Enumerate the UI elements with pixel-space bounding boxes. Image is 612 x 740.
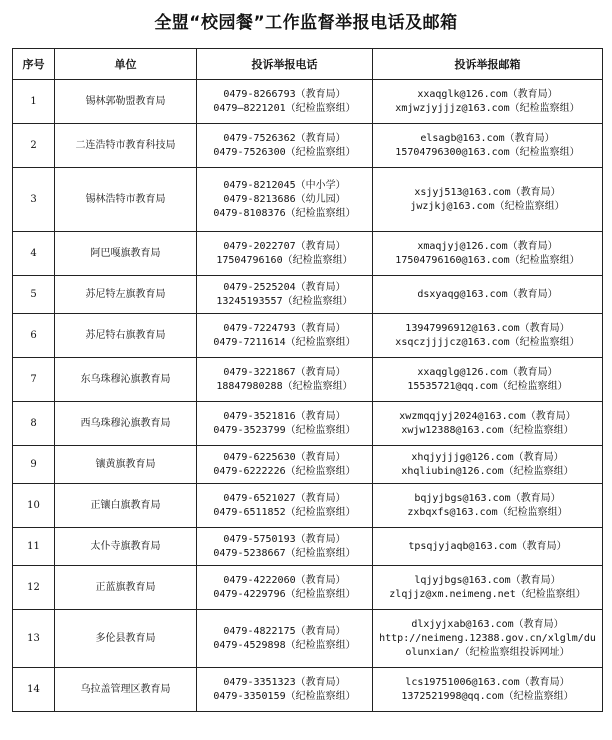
email-address: elsagb@163.com（教育局） <box>420 132 555 144</box>
row-index: 2 <box>13 124 55 168</box>
row-index: 6 <box>13 314 55 358</box>
phone-number: 0479-3221867（教育局） <box>223 366 346 378</box>
phone-number: 0479-8212045（中小学） <box>223 179 346 191</box>
phone-number: 0479-8266793（教育局） <box>223 88 346 100</box>
phone-number: 0479-5238667（纪检监察组） <box>213 547 356 559</box>
phone-number: 0479-6521027（教育局） <box>223 492 346 504</box>
row-unit: 正蓝旗教育局 <box>55 566 197 610</box>
email-address: xhqjyjjjg@126.com（教育局） <box>411 451 564 463</box>
email-address: xsqczjjjjcz@163.com（纪检监察组） <box>395 336 580 348</box>
row-phones <box>197 528 373 566</box>
phone-number: 0479—8221201（纪检监察组） <box>213 102 356 114</box>
email-address: 15704796300@163.com（纪检监察组） <box>395 146 580 158</box>
row-phones <box>197 358 373 402</box>
phone-number: 17504796160（纪检监察组） <box>216 254 353 266</box>
table-row <box>13 610 603 668</box>
row-phones <box>197 80 373 124</box>
table-header-row <box>13 49 603 80</box>
row-index: 1 <box>13 80 55 124</box>
email-address: xmaqjyj@126.com（教育局） <box>417 240 558 252</box>
phone-number: 0479-8108376（纪检监察组） <box>213 207 356 219</box>
row-unit: 东乌珠穆沁旗教育局 <box>55 358 197 402</box>
row-phones <box>197 610 373 668</box>
row-index: 8 <box>13 402 55 446</box>
email-address: xmjwzjyjjjz@163.com（纪检监察组） <box>395 102 580 114</box>
phone-number: 0479-3523799（纪检监察组） <box>213 424 356 436</box>
phone-number: 0479-7211614（纪检监察组） <box>213 336 356 348</box>
table-row <box>13 358 603 402</box>
email-address: zxbqxfs@163.com（纪检监察组） <box>407 506 568 518</box>
email-address: lqjyjbgs@163.com（教育局） <box>414 574 561 586</box>
report-contact-table <box>12 48 603 712</box>
row-emails <box>373 358 603 402</box>
row-unit: 西乌珠穆沁旗教育局 <box>55 402 197 446</box>
row-emails <box>373 566 603 610</box>
row-phones <box>197 668 373 712</box>
header-unit: 单位 <box>55 49 197 80</box>
email-address: xwzmqqjyj2024@163.com（教育局） <box>399 410 576 422</box>
row-unit: 正镶白旗教育局 <box>55 484 197 528</box>
email-address: dlxjyjxab@163.com（教育局） <box>411 618 564 630</box>
phone-number: 0479-7224793（教育局） <box>223 322 346 334</box>
phone-number: 0479-3350159（纪检监察组） <box>213 690 356 702</box>
email-address: 1372521998@qq.com（纪检监察组） <box>401 690 574 702</box>
row-unit: 镶黄旗教育局 <box>55 446 197 484</box>
table-row <box>13 484 603 528</box>
row-unit: 太仆寺旗教育局 <box>55 528 197 566</box>
email-address: xhqliubin@126.com（纪检监察组） <box>401 465 574 477</box>
row-phones <box>197 314 373 358</box>
row-emails <box>373 124 603 168</box>
row-emails <box>373 314 603 358</box>
phone-number: 0479-2525204（教育局） <box>223 281 346 293</box>
phone-number: 0479-8213686（幼儿园） <box>223 193 346 205</box>
email-address: lcs19751006@163.com（教育局） <box>405 676 570 688</box>
header-index: 序号 <box>13 49 55 80</box>
phone-number: 0479-6222226（纪检监察组） <box>213 465 356 477</box>
row-unit: 苏尼特右旗教育局 <box>55 314 197 358</box>
table-row <box>13 668 603 712</box>
email-address: dsxyaqg@163.com（教育局） <box>417 288 558 300</box>
email-address: 15535721@qq.com（纪检监察组） <box>407 380 568 392</box>
phone-number: 0479-5750193（教育局） <box>223 533 346 545</box>
phone-number: 0479-4222060（教育局） <box>223 574 346 586</box>
table-row <box>13 314 603 358</box>
row-index: 4 <box>13 232 55 276</box>
phone-number: 0479-2022707（教育局） <box>223 240 346 252</box>
phone-number: 0479-6225630（教育局） <box>223 451 346 463</box>
row-index: 10 <box>13 484 55 528</box>
row-index: 3 <box>13 168 55 232</box>
table-row <box>13 80 603 124</box>
email-address: xsjyj513@163.com（教育局） <box>414 186 561 198</box>
row-phones <box>197 484 373 528</box>
row-emails <box>373 276 603 314</box>
row-phones <box>197 168 373 232</box>
row-index: 7 <box>13 358 55 402</box>
email-address: jwzjkj@163.com（纪检监察组） <box>410 200 565 212</box>
row-unit: 乌拉盖管理区教育局 <box>55 668 197 712</box>
email-address: zlqjjz@xm.neimeng.net（纪检监察组） <box>389 588 586 600</box>
row-unit: 锡林浩特市教育局 <box>55 168 197 232</box>
phone-number: 0479-3351323（教育局） <box>223 676 346 688</box>
row-phones <box>197 124 373 168</box>
phone-number: 0479-3521816（教育局） <box>223 410 346 422</box>
email-address: bqjyjbgs@163.com（教育局） <box>414 492 561 504</box>
row-index: 11 <box>13 528 55 566</box>
header-email: 投诉举报邮箱 <box>373 49 603 80</box>
row-emails <box>373 80 603 124</box>
row-index: 13 <box>13 610 55 668</box>
row-unit: 锡林郭勒盟教育局 <box>55 80 197 124</box>
row-emails <box>373 528 603 566</box>
header-phone: 投诉举报电话 <box>197 49 373 80</box>
row-emails <box>373 402 603 446</box>
table-row <box>13 446 603 484</box>
row-emails <box>373 668 603 712</box>
email-address: xwjw12388@163.com（纪检监察组） <box>401 424 574 436</box>
email-address: xxaqglk@126.com（教育局） <box>417 88 558 100</box>
page-title: 全盟“校园餐”工作监督举报电话及邮箱 <box>154 13 458 33</box>
phone-number: 18847980288（纪检监察组） <box>216 380 353 392</box>
row-emails <box>373 446 603 484</box>
row-emails <box>373 232 603 276</box>
phone-number: 0479-4529898（纪检监察组） <box>213 639 356 651</box>
row-index: 5 <box>13 276 55 314</box>
table-row <box>13 168 603 232</box>
email-address: 17504796160@163.com（纪检监察组） <box>395 254 580 266</box>
phone-number: 0479-4822175（教育局） <box>223 625 346 637</box>
table-row <box>13 528 603 566</box>
phone-number: 0479-7526300（纪检监察组） <box>213 146 356 158</box>
row-index: 12 <box>13 566 55 610</box>
phone-number: 0479-7526362（教育局） <box>223 132 346 144</box>
email-address: tpsqjyjaqb@163.com（教育局） <box>408 540 567 552</box>
row-phones <box>197 566 373 610</box>
email-address: http://neimeng.12388.gov.cn/xlglm/du <box>379 632 596 644</box>
row-index: 14 <box>13 668 55 712</box>
row-phones <box>197 446 373 484</box>
phone-number: 13245193557（纪检监察组） <box>216 295 353 307</box>
row-phones <box>197 402 373 446</box>
phone-number: 0479-6511852（纪检监察组） <box>213 506 356 518</box>
email-address: xxaqglg@126.com（教育局） <box>417 366 558 378</box>
row-unit: 多伦县教育局 <box>55 610 197 668</box>
row-phones <box>197 276 373 314</box>
row-emails <box>373 484 603 528</box>
email-address: 13947996912@163.com（教育局） <box>405 322 570 334</box>
row-unit: 苏尼特左旗教育局 <box>55 276 197 314</box>
table-row <box>13 566 603 610</box>
table-row <box>13 276 603 314</box>
row-unit: 二连浩特市教育科技局 <box>55 124 197 168</box>
row-emails <box>373 168 603 232</box>
row-unit: 阿巴嘎旗教育局 <box>55 232 197 276</box>
row-phones <box>197 232 373 276</box>
row-index: 9 <box>13 446 55 484</box>
row-emails <box>373 610 603 668</box>
phone-number: 0479-4229796（纪检监察组） <box>213 588 356 600</box>
table-row <box>13 232 603 276</box>
email-address: olunxian/（纪检监察组投诉网址） <box>405 646 570 658</box>
table-row <box>13 124 603 168</box>
table-row <box>13 402 603 446</box>
